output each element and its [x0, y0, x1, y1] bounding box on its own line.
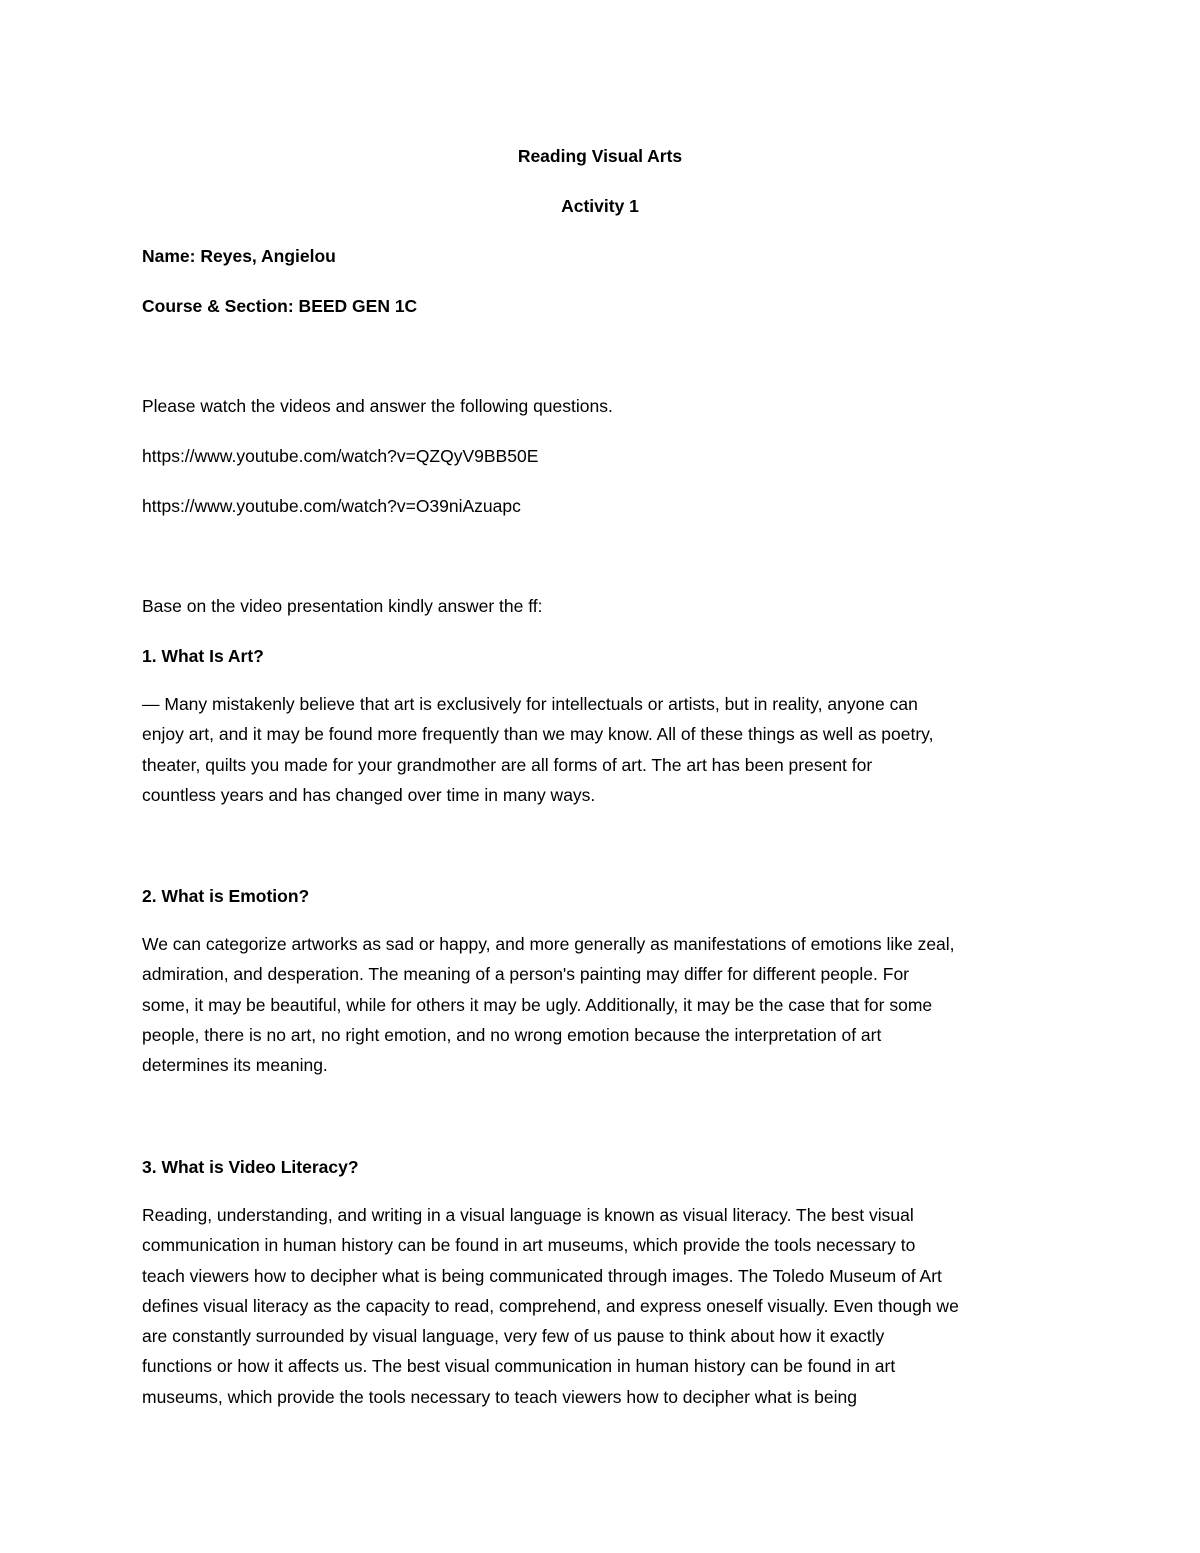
answer-line: We can categorize artworks as sad or happy, and more generally as manifestations of emotions like zeal,	[142, 934, 955, 954]
student-name: Name: Reyes, Angielou	[142, 246, 336, 266]
answer-line: theater, quilts you made for your grandmother are all forms of art. The art has been present for	[142, 754, 873, 775]
video-link-2[interactable]: https://www.youtube.com/watch?v=O39niAzuapc	[142, 496, 521, 516]
answer-line: determines its meaning.	[142, 1055, 328, 1076]
question-3-heading: 3. What is Video Literacy?	[142, 1157, 359, 1177]
answer-line: Reading, understanding, and writing in a visual language is known as visual literacy. The best visual	[142, 1205, 914, 1225]
question-1-answer	[142, 689, 1058, 810]
answer-line: enjoy art, and it may be found more frequently than we may know. All of these things as well as poetry,	[142, 724, 934, 745]
document-subtitle: Activity 1	[561, 196, 639, 216]
answer-line: defines visual literacy as the capacity to read, comprehend, and express oneself visually. Even though we	[142, 1295, 959, 1316]
answer-line: — Many mistakenly believe that art is exclusively for intellectuals or artists, but in reality, anyone can	[142, 694, 918, 714]
answer-line: some, it may be beautiful, while for others it may be ugly. Additionally, it may be the case that for some	[142, 994, 933, 1015]
question-1-heading: 1. What Is Art?	[142, 646, 264, 666]
course-section: Course & Section: BEED GEN 1C	[142, 296, 418, 316]
question-2-answer	[142, 929, 1058, 1080]
instruction-text: Please watch the videos and answer the following questions.	[142, 396, 613, 416]
question-3-answer	[142, 1200, 1058, 1412]
answer-line: museums, which provide the tools necessary to teach viewers how to decipher what is being	[142, 1386, 857, 1407]
question-2-heading: 2. What is Emotion?	[142, 886, 310, 906]
answer-line: are constantly surrounded by visual language, very few of us pause to think about how it exactly	[142, 1326, 885, 1347]
answer-line: countless years and has changed over time in many ways.	[142, 784, 596, 805]
answer-line: people, there is no art, no right emotion, and no wrong emotion because the interpretation of art	[142, 1024, 882, 1045]
prompt-text: Base on the video presentation kindly answer the ff:	[142, 596, 543, 616]
answer-line: teach viewers how to decipher what is being communicated through images. The Toledo Museum of Art	[142, 1265, 942, 1286]
answer-line: functions or how it affects us. The best visual communication in human history can be found in art	[142, 1356, 896, 1377]
video-link-1[interactable]: https://www.youtube.com/watch?v=QZQyV9BB50E	[142, 446, 539, 466]
answer-line: communication in human history can be found in art museums, which provide the tools necessary to	[142, 1235, 916, 1256]
answer-line: admiration, and desperation. The meaning of a person's painting may differ for different people. For	[142, 964, 910, 985]
document-title: Reading Visual Arts	[517, 146, 683, 166]
